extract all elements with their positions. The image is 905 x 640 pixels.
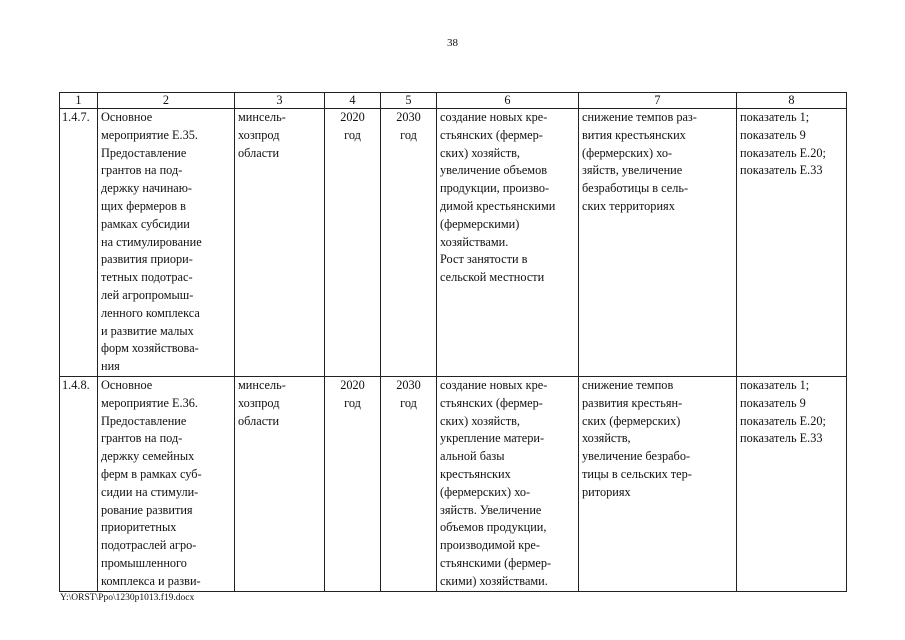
- table-row: [60, 376, 847, 591]
- table-header-row: [60, 93, 847, 109]
- measure-name: Основное мероприятие Е.35. Предоставление грантов на под- держку начинаю- щих фермеров в рамках субсидии на стимулирование развития приори- тетных подотрас- лей агропромыш- ленного комплекса и развитие малых форм хозяйствова- ния: [98, 109, 235, 377]
- column-header: 3: [235, 93, 325, 109]
- consequences: снижение темпов развития крестьян- ских (фермерских) хозяйств, увеличение безрабо- тицы в сельских тер- риториях: [579, 376, 737, 591]
- indicators: показатель 1; показатель 9 показатель Е.20; показатель Е.33: [737, 376, 847, 591]
- end-year: 2030 год: [381, 376, 437, 591]
- consequences: снижение темпов раз- вития крестьянских (фермерских) хо- зяйств, увеличение безработицы в сель- ских территориях: [579, 109, 737, 377]
- column-header: 8: [737, 93, 847, 109]
- column-header: 7: [579, 93, 737, 109]
- indicators: показатель 1; показатель 9 показатель Е.20; показатель Е.33: [737, 109, 847, 377]
- row-number: 1.4.7.: [60, 109, 98, 377]
- column-header: 4: [325, 93, 381, 109]
- column-header: 6: [437, 93, 579, 109]
- measure-name: Основное мероприятие Е.36. Предоставление грантов на под- держку семейных ферм в рамках суб- сидии на стимули- рование развития приоритетных подотраслей агро- промышленного комплекса и разви-: [98, 376, 235, 591]
- column-header: 5: [381, 93, 437, 109]
- end-year: 2030 год: [381, 109, 437, 377]
- executor: минсель- хозпрод области: [235, 109, 325, 377]
- executor: минсель- хозпрод области: [235, 376, 325, 591]
- table-row: [60, 109, 847, 377]
- start-year: 2020 год: [325, 376, 381, 591]
- measures-table: [59, 92, 847, 592]
- start-year: 2020 год: [325, 109, 381, 377]
- row-number: 1.4.8.: [60, 376, 98, 591]
- expected-result: создание новых кре- стьянских (фермер- ских) хозяйств, увеличение объемов продукции, произво- димой крестьянскими (фермерскими) хозяйствами. Рост занятости в сельской местности: [437, 109, 579, 377]
- column-header: 2: [98, 93, 235, 109]
- page-number: 38: [447, 37, 458, 49]
- expected-result: создание новых кре- стьянских (фермер- ских) хозяйств, укрепление матери- альной базы крестьянских (фермерских) хо- зяйств. Увеличение объемов продукции, производимой кре- стьянскими (фермер- скими) хозяйствами.: [437, 376, 579, 591]
- column-header: 1: [60, 93, 98, 109]
- footer-file-path: Y:\ORST\Ppo\1230p1013.f19.docx: [60, 593, 195, 603]
